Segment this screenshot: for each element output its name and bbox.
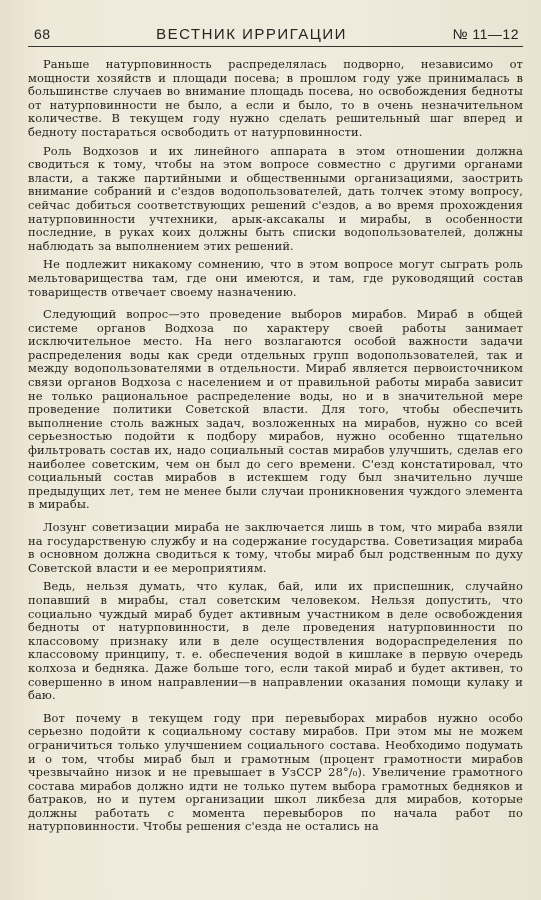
paragraph-4: Следующий вопрос—это проведение выборов мирабов. Мираб в общей системе органов Водхоза по характеру своей работы занимает исключительное место. На него возлагаются особой важности задачи распределения воды как среди отдельных групп водопользователей, так и между водопользователями в отдельности. Мираб является первоисточником связи органов Водхоза с населением и от правильной работы мираба зависит не только рациональное распределение воды, но и в значительной мере проведение политики Советской власти. Для того, чтобы обеспечить выполнение столь важных задач, возложенных на мирабов, нужно со всей серьезностью подойти к подбору мирабов, нужно особенно тщательно фильтровать состав их, надо социальный состав мирабов улучшить, сделав его наиболее советским, чем он был до сего времени. С'езд констатировал, что социальный состав мирабов в истекшем году был значительно лучше предыдущих лет, тем не менее были случаи проникновения чуждого элемента в мирабы. [28, 307, 523, 512]
paragraph-7: Вот почему в текущем году при перевыборах мирабов нужно особо серьезно подойти к социальному составу мирабов. При этом мы не можем ограничиться только улучшением социального состава. Необходимо подумать и о том, чтобы мираб был и грамотным (процент грамотности мирабов чрезвычайно низок и не превышает в УзССР 28°/₀). Увеличение грамотного состава мирабов должно идти не только путем выбора грамотных бедняков и батраков, но и путем организации школ ликбеза для мирабов, которые должны работать с момента перевыборов по начала работ по натурповинности. Чтобы решения с'езда не остались на [28, 710, 523, 834]
paragraph-3: Не подлежит никакому сомнению, что в этом вопросе могут сыграть роль мельтовариществa там, где они имеются, и там, где руководящий состав товариществ отвечает своему назначению. [28, 257, 523, 299]
issue-number: № 11—12 [452, 26, 519, 42]
journal-title: ВЕСТНИК ИРРИГАЦИИ [156, 26, 347, 43]
paragraph-6: Ведь, нельзя думать, что кулак, бай, или их приспешник, случайно попавший в мирабы, стал советским человеком. Нельзя допустить, что социально чуждый мираб будет активным участником в деле освобождения бедноты от натурповинности, в деле проведения натурповинности по классовому признаку или в деле осуществления водораспределения по классовому принципу, т. е. обеспечения водой в кишлаке в первую очередь колхоза и бедняка. Даже больше того, если такой мираб и будет активен, то совершенно в ином направлении—в направлении оказания помощи кулаку и баю. [28, 579, 523, 703]
article-body [28, 58, 523, 834]
page-header [28, 26, 523, 47]
paragraph-2: Роль Водхозов и их линейного аппарата в этом отношении должна сводиться к тому, чтобы на этом вопросе совместно с другими органами власти, а также партийными и общественными организациями, заострить внимание собраний и с'ездов водопользователей, дать толчек этому вопросу, сейчас добиться соответствующих решений с'ездов, а во время прохождения натурповинности учтехники, арык-аксакалы и мирабы, в особенности последние, в руках коих должны быть списки водопользователей, должны наблюдать за выполнением этих решений. [28, 143, 523, 253]
paragraph-1: Раньше натурповинность распределялась подворно, независимо от мощности хозяйств и площади посева; в прошлом году уже принималась в большинстве случаев во внимание площадь посева, но освобождения бедноты от натурповинности не было, а если и было, то в очень незначительном количестве. В текущем году нужно сделать решительный шаг вперед и бедноту постараться освободить от натурповинности. [28, 57, 523, 139]
paragraph-5: Лозунг советизации мираба не заключается лишь в том, что мираба взяли на государственую службу и на содержание государства. Советизация мираба в основном должна сводиться к тому, чтобы мираб был родственным по духу Советской власти и ее мероприятиям. [28, 520, 523, 575]
page-number: 68 [34, 26, 51, 42]
